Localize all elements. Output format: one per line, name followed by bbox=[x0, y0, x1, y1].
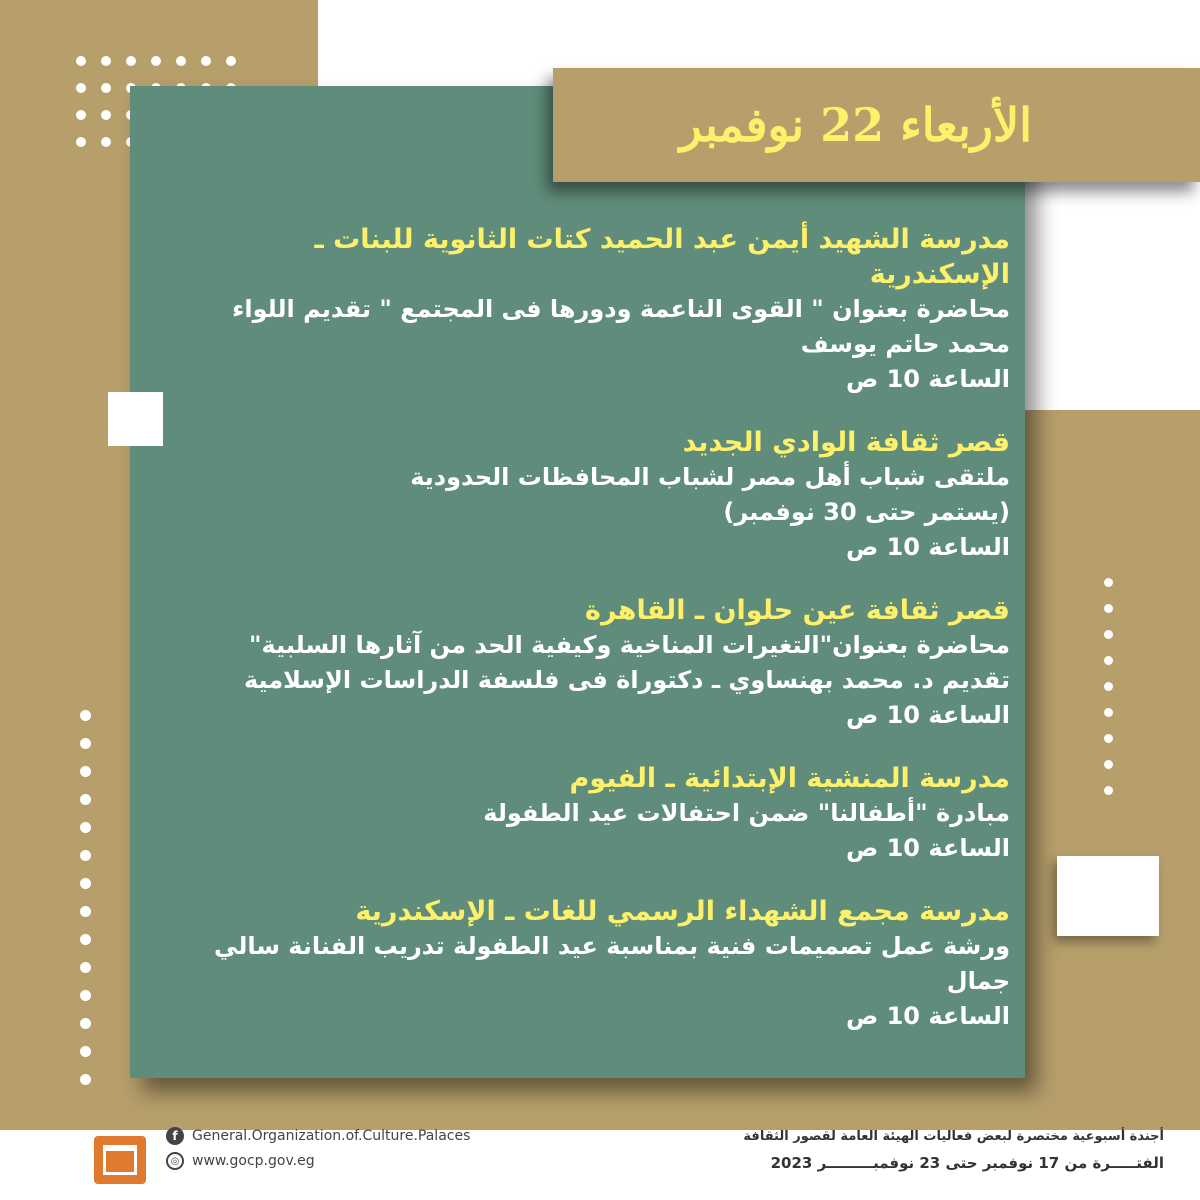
decorative-dot bbox=[80, 710, 91, 721]
website-url: www.gocp.gov.eg bbox=[192, 1153, 315, 1169]
decorative-dot bbox=[101, 83, 111, 93]
facebook-icon: f bbox=[166, 1127, 184, 1145]
decorative-dot bbox=[80, 990, 91, 1001]
facebook-handle: General.Organization.of.Culture.Palaces bbox=[192, 1128, 471, 1144]
decorative-dot bbox=[80, 934, 91, 945]
event-description: محاضرة بعنوان " القوى الناعمة ودورها فى المجتمع " تقديم اللواء محمد حاتم يوسف bbox=[232, 295, 1010, 358]
event-place: مدرسة الشهيد أيمن عبد الحميد كتات الثانوية للبنات ـ الإسكندرية bbox=[314, 224, 1010, 290]
decorative-dot bbox=[1104, 682, 1113, 691]
event-time: الساعة 10 ص bbox=[845, 834, 1010, 862]
event-description: ورشة عمل تصميمات فنية بمناسبة عيد الطفولة تدريب الفنانة سالي جمال bbox=[214, 932, 1010, 995]
decorative-dot bbox=[80, 822, 91, 833]
event-description: ملتقى شباب أهل مصر لشباب المحافظات الحدودية bbox=[410, 463, 1010, 491]
decorative-dot bbox=[80, 794, 91, 805]
event-item bbox=[200, 894, 1010, 1034]
website-link[interactable] bbox=[166, 1152, 315, 1170]
decorative-dot bbox=[80, 738, 91, 749]
decorative-dot bbox=[126, 56, 136, 66]
decorative-square-right bbox=[1057, 856, 1159, 936]
event-description: مبادرة "أطفالنا" ضمن احتفالات عيد الطفولة bbox=[483, 799, 1010, 827]
decorative-dot bbox=[76, 137, 86, 147]
decorative-dot bbox=[1104, 578, 1113, 587]
date-banner bbox=[553, 68, 1200, 182]
facebook-link[interactable] bbox=[166, 1127, 470, 1145]
decorative-square-left bbox=[108, 392, 163, 446]
event-time: الساعة 10 ص bbox=[845, 365, 1010, 393]
event-time: الساعة 10 ص bbox=[845, 1002, 1010, 1030]
decorative-dot bbox=[80, 962, 91, 973]
decorative-dot bbox=[226, 56, 236, 66]
logo-building-shape bbox=[103, 1145, 137, 1175]
event-time: الساعة 10 ص bbox=[845, 701, 1010, 729]
decorative-dot bbox=[1104, 734, 1113, 743]
event-note: (يستمر حتى 30 نوفمبر) bbox=[723, 498, 1010, 526]
decorative-dot bbox=[76, 56, 86, 66]
decorative-dot bbox=[80, 1074, 91, 1085]
event-item bbox=[200, 425, 1010, 565]
event-place: مدرسة المنشية الإبتدائية ـ الفيوم bbox=[569, 763, 1010, 794]
event-item bbox=[200, 593, 1010, 733]
decorative-dot bbox=[80, 1046, 91, 1057]
decorative-dots-right bbox=[1104, 578, 1113, 795]
decorative-dot bbox=[76, 110, 86, 120]
gocp-logo-icon bbox=[94, 1136, 146, 1184]
decorative-dot bbox=[201, 56, 211, 66]
date-title: الأربعاء 22 نوفمبر bbox=[679, 98, 1032, 152]
decorative-dot bbox=[80, 878, 91, 889]
event-place: قصر ثقافة الوادي الجديد bbox=[682, 427, 1010, 458]
decorative-dot bbox=[1104, 708, 1113, 717]
event-place: قصر ثقافة عين حلوان ـ القاهرة bbox=[585, 595, 1010, 626]
decorative-dots-left bbox=[80, 710, 91, 1085]
decorative-dot bbox=[1104, 656, 1113, 665]
events-list bbox=[200, 222, 1010, 1062]
agenda-title: أجندة أسبوعية مختصرة لبعض فعاليات الهيئة العامة لقصور الثقافة bbox=[743, 1129, 1164, 1144]
decorative-dot bbox=[1104, 630, 1113, 639]
agenda-period: الفتـــــرة من 17 نوفمبر حتى 23 نوفمبـــــــــر 2023 bbox=[770, 1154, 1164, 1172]
decorative-dot bbox=[176, 56, 186, 66]
decorative-dot bbox=[80, 850, 91, 861]
footer-info bbox=[600, 1126, 1164, 1178]
decorative-dot bbox=[76, 83, 86, 93]
decorative-dot bbox=[101, 110, 111, 120]
event-time: الساعة 10 ص bbox=[845, 533, 1010, 561]
event-place: مدرسة مجمع الشهداء الرسمي للغات ـ الإسكندرية bbox=[355, 896, 1010, 927]
decorative-dot bbox=[80, 906, 91, 917]
decorative-dot bbox=[101, 137, 111, 147]
event-description: محاضرة بعنوان"التغيرات المناخية وكيفية الحد من آثارها السلبية" تقديم د. محمد بهنساوي ـ دكتوراة فى فلسفة الدراسات الإسلامية bbox=[243, 631, 1010, 694]
event-item bbox=[200, 222, 1010, 397]
globe-icon: ◎ bbox=[166, 1152, 184, 1170]
decorative-dot bbox=[1104, 786, 1113, 795]
decorative-dot bbox=[80, 1018, 91, 1029]
decorative-dot bbox=[80, 766, 91, 777]
decorative-dot bbox=[101, 56, 111, 66]
event-item bbox=[200, 761, 1010, 866]
decorative-dot bbox=[1104, 760, 1113, 769]
decorative-dot bbox=[151, 56, 161, 66]
decorative-dot bbox=[1104, 604, 1113, 613]
